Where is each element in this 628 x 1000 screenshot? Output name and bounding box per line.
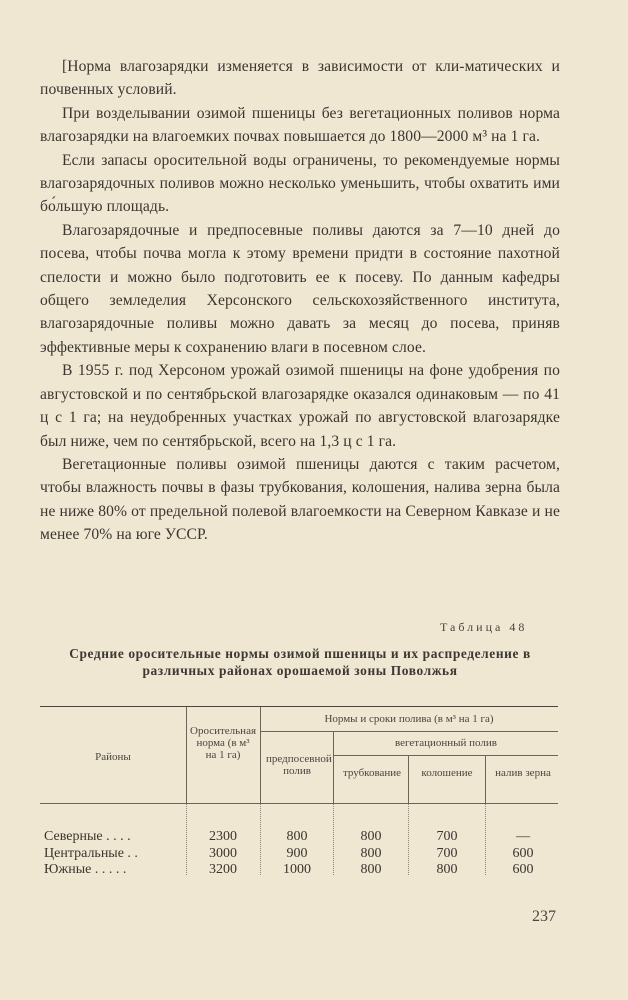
row-norm: 3200 [209, 862, 237, 877]
row-region: Северные . . . . [44, 829, 131, 844]
paragraph: [Норма влагозарядки изменяется в зависимости от кли-матических и почвенных условий. [40, 58, 560, 99]
table-label: Таблица 48 [440, 620, 528, 634]
row-tubing: 800 [360, 829, 382, 844]
paragraph: Влагозарядочные и предпосевные поливы даются за 7—10 дней до посева, чтобы почва могла к этому времени придти в состояние пахотной спелости и можно было подготовить ее к посеву. По данным кафедры общего земледелия Херсонского сельскохозяйственного института, влагозарядочные поливы можно давать за месяц до посева, приняв эффективные меры к сохранению влаги в посевном слое. [40, 221, 560, 356]
row-filling: — [516, 829, 530, 844]
header-irrigation-norm: Оросительная норма (в м³ на 1 га) [190, 725, 257, 761]
row-tubing: 800 [360, 862, 382, 877]
paragraph: При возделывании озимой пшеницы без вегетационных поливов норма влагозарядки на влагоемких почвах повышается до 1800—2000 м³ на 1 га. [40, 104, 560, 146]
body-text [40, 55, 560, 547]
row-region: Южные . . . . . [44, 862, 127, 877]
header-earing: колошение [421, 767, 473, 779]
row-tubing: 800 [360, 846, 382, 861]
data-table [40, 706, 558, 885]
header-norms-terms: Нормы и сроки полива (в м³ на 1 га) [324, 713, 494, 725]
row-earing: 700 [436, 829, 458, 844]
page-number: 237 [532, 908, 556, 925]
row-presowing: 1000 [283, 862, 311, 877]
header-presowing: предпосевной полив [266, 753, 332, 777]
header-tubing: трубкование [342, 767, 402, 779]
row-presowing: 800 [286, 829, 308, 844]
row-norm: 3000 [209, 846, 237, 861]
header-regions: Районы [95, 751, 131, 763]
row-filling: 600 [512, 846, 534, 861]
paragraph: В 1955 г. под Херсоном урожай озимой пшеницы на фоне удобрения по августовской и по сентябрьской влагозарядке оказался одинаковым — по 41 ц с 1 га; на неудобренных участках урожай по августовской влагозарядке был ниже, чем по сентябрьской, всего на 1,3 ц с 1 га. [40, 362, 560, 450]
row-filling: 600 [512, 862, 534, 877]
paragraph: Если запасы оросительной воды ограничены, то рекомендуемые нормы влагозарядочных поливов можно несколько уменьшить, чтобы охватить ими бо́льшую площадь. [40, 151, 560, 216]
row-earing: 800 [436, 862, 458, 877]
row-region: Центральные . . [44, 846, 138, 861]
row-norm: 2300 [209, 829, 237, 844]
table-title: Средние оросительные нормы озимой пшеницы и их распределение в различных районах орошаемой зоны Поволжья [69, 646, 531, 678]
header-vegetation: вегетационный полив [395, 737, 497, 749]
paragraph: Вегетационные поливы озимой пшеницы даются с таким расчетом, чтобы влажность почвы в фазы трубкования, колошения, налива зерна была не ниже 80% от предельной полевой влагоемкости на Северном Кавказе и не менее 70% на юге УССР. [40, 455, 560, 544]
row-presowing: 900 [286, 846, 308, 861]
header-grain-filling: налив зерна [495, 767, 551, 779]
row-earing: 700 [436, 846, 458, 861]
